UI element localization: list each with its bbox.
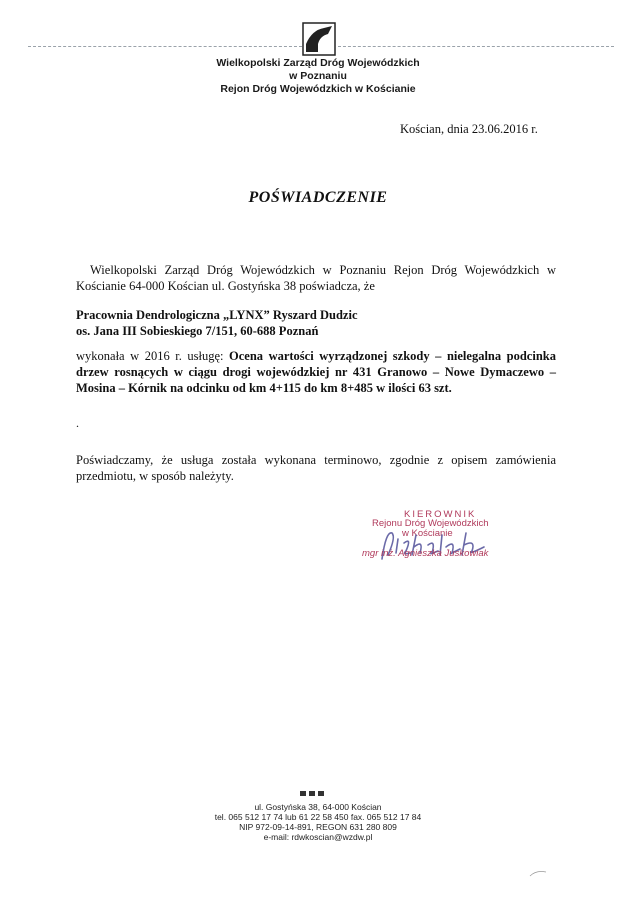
stray-mark: . xyxy=(76,416,79,430)
document-title: POŚWIADCZENIE xyxy=(248,189,388,206)
footer-ids: NIP 972-09-14-891, REGON 631 280 809 xyxy=(239,822,397,832)
org-name-line1: Wielkopolski Zarząd Dróg Wojewódzkich xyxy=(216,57,420,69)
footer-phones: tel. 065 512 17 74 lub 61 22 58 450 fax. 065 512 17 84 xyxy=(214,812,422,822)
service-paragraph xyxy=(76,348,556,396)
footer-squares-icon xyxy=(300,783,327,801)
stamp-line4: mgr inż. Agnieszka Juskowiak xyxy=(362,548,489,559)
service-prefix: wykonała w 2016 r. usługę: xyxy=(76,349,230,363)
header-rule-left xyxy=(28,46,302,47)
service-description: Ocena wartości wyrządzonej szkody – nielegalna podcinka drzew rosnących w ciągu drogi wojewódzkiej nr 431 Granowo – Nowe Dymaczewo – Mosina – Kórnik na odcinku od km 4+115 do km 8+485 w ilości 63 szt. xyxy=(76,349,556,395)
intro-paragraph: Wielkopolski Zarząd Dróg Wojewódzkich w Poznaniu Rejon Dróg Wojewódzkich w Kościanie 64-000 Kościan ul. Gostyńska 38 poświadcza, że xyxy=(76,263,556,293)
recipient-address: os. Jana III Sobieskiego 7/151, 60-688 Poznań xyxy=(76,324,319,338)
recipient-name: Pracownia Dendrologiczna „LYNX” Ryszard Dudzic xyxy=(76,308,358,322)
confirmation-paragraph: Poświadczamy, że usługa została wykonana terminowo, zgodnie z opisem zamówienia przedmiotu, w sposób należyty. xyxy=(76,453,556,483)
footer-address: ul. Gostyńska 38, 64-000 Kościan xyxy=(254,802,382,812)
stamp-line3: w Kościanie xyxy=(402,528,453,539)
wzdw-logo-icon xyxy=(302,22,336,56)
corner-mark-icon xyxy=(528,868,548,878)
place-date: Kościan, dnia 23.06.2016 r. xyxy=(400,122,538,136)
org-name-line3: Rejon Dróg Wojewódzkich w Kościanie xyxy=(220,83,416,95)
stamp-line2: Rejonu Dróg Wojewódzkich xyxy=(372,518,489,529)
stamp-line1: KIEROWNIK xyxy=(404,509,477,520)
footer-email: e-mail: rdwkoscian@wzdw.pl xyxy=(263,832,373,842)
org-name-line2: w Poznaniu xyxy=(289,70,347,82)
header-rule-right xyxy=(338,46,614,47)
handwritten-signature xyxy=(376,525,526,565)
